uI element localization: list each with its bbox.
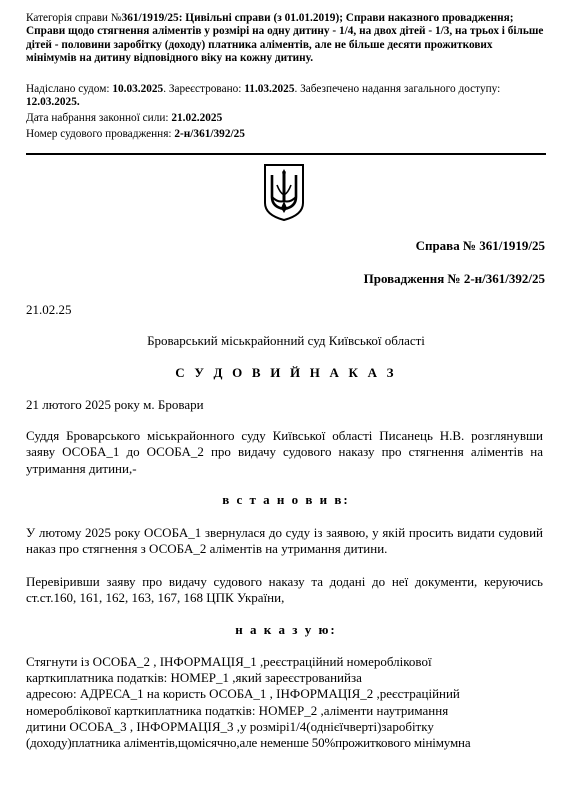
date-place: 21 лютого 2025 року м. Бровари: [26, 397, 204, 412]
registered-date: 11.03.2025: [244, 83, 295, 95]
document-title: С У Д О В И Й Н А К А З: [175, 365, 397, 380]
category-label: Категорія справи №: [26, 12, 122, 24]
sent-registered-info: Надіслано судом: 10.03.2025. Зареєстровано: 11.03.2025. Забезпечено надання загального доступу: 12.03.2025.: [26, 83, 501, 109]
order-line: номероблікової карткиплатника податків: НОМЕР_2 ,аліменти наутримання: [26, 702, 449, 718]
coat-of-arms-icon: [263, 163, 305, 221]
proceeding-number-value: 2-н/361/392/25: [174, 128, 245, 140]
order-line: адресою: АДРЕСА_1 на користь ОСОБА_1 , ІНФОРМАЦІЯ_2 ,реєстраційний: [26, 686, 460, 702]
effective-label: Дата набрання законної сили:: [26, 112, 172, 124]
order-text: [26, 654, 546, 751]
order-heading: н а к а з у ю:: [235, 622, 337, 637]
case-number: Справа № 361/1919/25: [415, 238, 545, 253]
established-heading: в с т а н о в и в:: [222, 492, 350, 507]
sent-label: Надіслано судом:: [26, 83, 113, 95]
access-label: . Забезпечено надання загального доступу:: [294, 83, 501, 95]
case-category: [26, 12, 546, 66]
sent-date: 10.03.2025: [112, 83, 164, 95]
paragraph-review: Перевіривши заяву про видачу судового наказу та додані до неї документи, керуючись ст.ст.160, 161, 162, 163, 167, 168 ЦПК України,: [26, 574, 543, 606]
header-divider: [26, 153, 546, 155]
effective-date: 21.02.2025: [171, 112, 223, 124]
intro-paragraph: Суддя Броварського міськрайонного суду Київської області Писанець Н.В. розглянувши заяву ОСОБА_1 до ОСОБА_2 про видачу судового наказу про стягнення аліментів на утримання дитини,-: [26, 428, 543, 476]
proceeding-label: Номер судового провадження:: [26, 128, 175, 140]
order-line: Стягнути із ОСОБА_2 , ІНФОРМАЦІЯ_1 ,реєстраційний номероблікової: [26, 654, 432, 669]
paragraph-application: У лютому 2025 року ОСОБА_1 звернулася до суду із заявою, у якій просить видати судовий наказ про стягнення з ОСОБА_2 аліментів на утримання дитини.: [26, 525, 543, 557]
court-name: Броварський міськрайонний суд Київської області: [147, 333, 425, 348]
order-line: дитини ОСОБА_3 , ІНФОРМАЦІЯ_3 ,у розмірі1/4(однієїчверті)заробітку: [26, 718, 434, 734]
category-value: 361/1919/25: Цивільні справи (з 01.01.2019); Справи наказного провадження; Справи щодо стягнення аліментів у розмірі на одну дитину - 1/4, на двох дітей - 1/3, на трьох і більше дітей - половини заробітку (доходу) платника аліментів, але не більше десяти прожиткових мінімумів на дитину відповідного віку на кожну дитину.: [26, 12, 544, 65]
order-line: (доходу)платника аліментів,щомісячно,але неменше 50%прожиткового мінімумна: [26, 735, 471, 751]
order-line: карткиплатника податків: НОМЕР_1 ,який зареєстрованийза: [26, 670, 362, 686]
effective-date-info: [26, 112, 546, 125]
proceeding-info: [26, 128, 546, 141]
access-date: 12.03.2025: [26, 96, 77, 109]
registered-label: . Зареєстровано:: [163, 83, 245, 95]
date-short: 21.02.25: [26, 302, 72, 317]
proceeding-number: Провадження № 2-н/361/392/25: [363, 271, 545, 286]
